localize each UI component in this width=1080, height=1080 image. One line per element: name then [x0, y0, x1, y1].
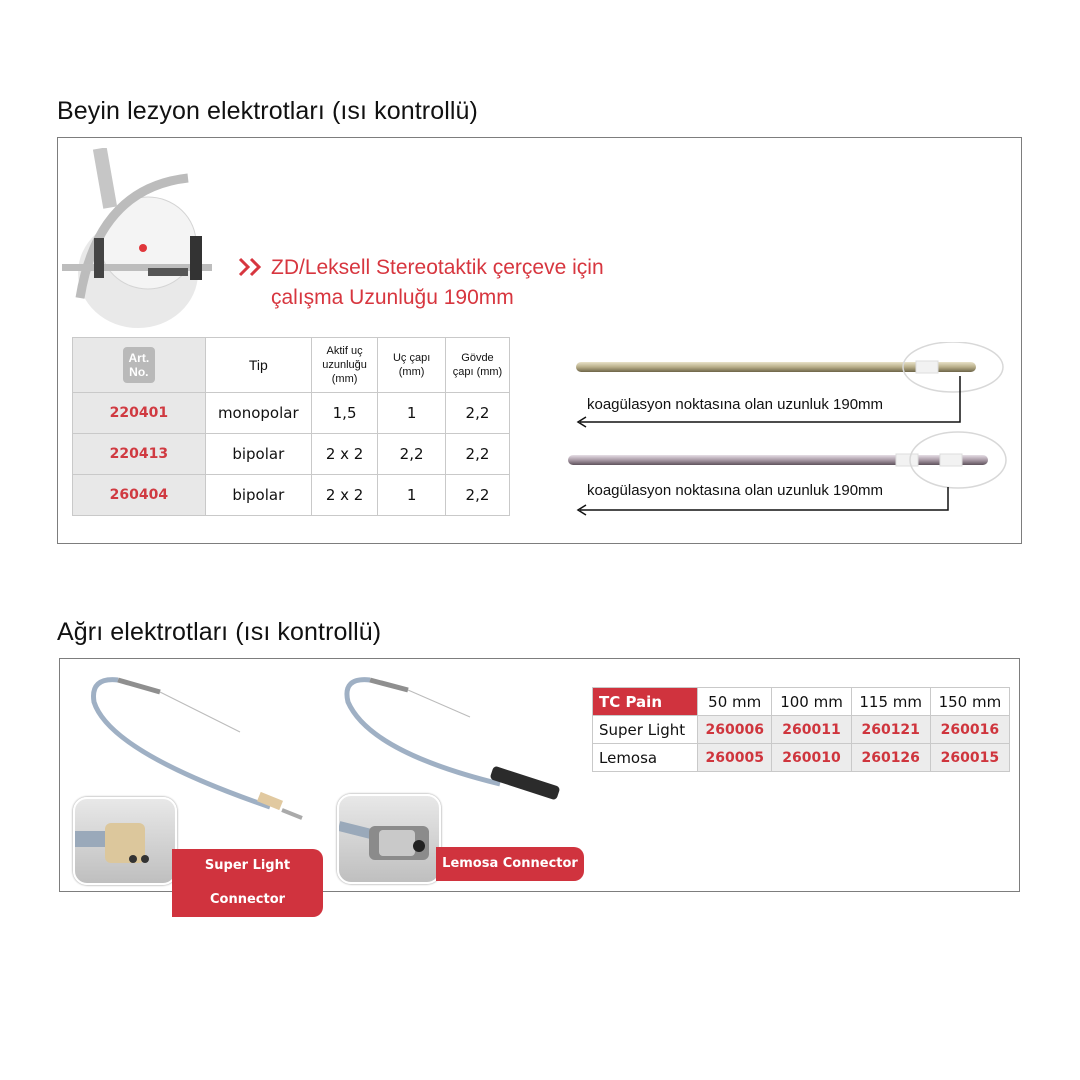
- section1-heading: Beyin lezyon elektrotları (ısı kontrollü): [57, 97, 478, 125]
- column-header: 50 mm: [698, 688, 772, 716]
- tip-cell: bipolar: [205, 475, 311, 516]
- table-row: [593, 716, 1010, 744]
- column-header: 115 mm: [851, 688, 930, 716]
- uc-cell: 1: [378, 393, 446, 434]
- uc-cell: 1: [378, 475, 446, 516]
- table-header-row: [593, 688, 1010, 716]
- uc-cell: 2,2: [378, 434, 446, 475]
- art-no-cell: 260404: [73, 475, 206, 516]
- code-cell: 260015: [930, 744, 1009, 772]
- table-row: [593, 744, 1010, 772]
- art-no-cell: 220401: [73, 393, 206, 434]
- brain-electrode-table: [72, 337, 510, 516]
- table-row: [73, 475, 510, 516]
- super-light-connector-image: [73, 797, 177, 885]
- tip-header: Tip: [205, 338, 311, 393]
- row-label: Super Light: [593, 716, 698, 744]
- stereotactic-frame-image: [58, 148, 218, 333]
- tip-cell: monopolar: [205, 393, 311, 434]
- lemosa-connector-label: Lemosa Connector: [436, 847, 584, 881]
- aktif-cell: 2 x 2: [311, 434, 377, 475]
- art-no-header: [73, 338, 206, 393]
- code-cell: 260010: [772, 744, 851, 772]
- lemosa-connector-image: [337, 794, 441, 884]
- column-header: 150 mm: [930, 688, 1009, 716]
- coagulation-caption-1: koagülasyon noktasına olan uzunluk 190mm: [587, 396, 887, 413]
- coagulation-caption-2: koagülasyon noktasına olan uzunluk 190mm: [587, 482, 887, 499]
- row-label: Lemosa: [593, 744, 698, 772]
- code-cell: 260005: [698, 744, 772, 772]
- art-no-cell: 220413: [73, 434, 206, 475]
- code-cell: 260011: [772, 716, 851, 744]
- code-cell: 260121: [851, 716, 930, 744]
- table-row: [73, 434, 510, 475]
- tc-pain-header: TC Pain: [593, 688, 698, 716]
- govde-cell: 2,2: [445, 475, 509, 516]
- art-no-badge: Art. No.: [123, 347, 156, 383]
- aktif-cell: 2 x 2: [311, 475, 377, 516]
- govde-cell: 2,2: [445, 393, 509, 434]
- section2-heading: Ağrı elektrotları (ısı kontrollü): [57, 618, 382, 646]
- aktif-cell: 1,5: [311, 393, 377, 434]
- subtitle-line1: ZD/Leksell Stereotaktik çerçeve için: [271, 256, 604, 279]
- code-cell: 260016: [930, 716, 1009, 744]
- double-chevron-icon: [238, 256, 266, 278]
- aktif-header: Aktif uç uzunluğu (mm): [311, 338, 377, 393]
- code-cell: 260126: [851, 744, 930, 772]
- tc-pain-table: [592, 687, 1010, 772]
- super-light-connector-label: Super Light Connector: [172, 849, 323, 917]
- code-cell: 260006: [698, 716, 772, 744]
- tip-cell: bipolar: [205, 434, 311, 475]
- subtitle-line2: çalışma Uzunluğu 190mm: [271, 286, 514, 309]
- govde-header: Gövde çapı (mm): [445, 338, 509, 393]
- uc-header: Uç çapı (mm): [378, 338, 446, 393]
- table-header-row: [73, 338, 510, 393]
- govde-cell: 2,2: [445, 434, 509, 475]
- column-header: 100 mm: [772, 688, 851, 716]
- table-row: [73, 393, 510, 434]
- electrode-bipolar: [568, 455, 988, 465]
